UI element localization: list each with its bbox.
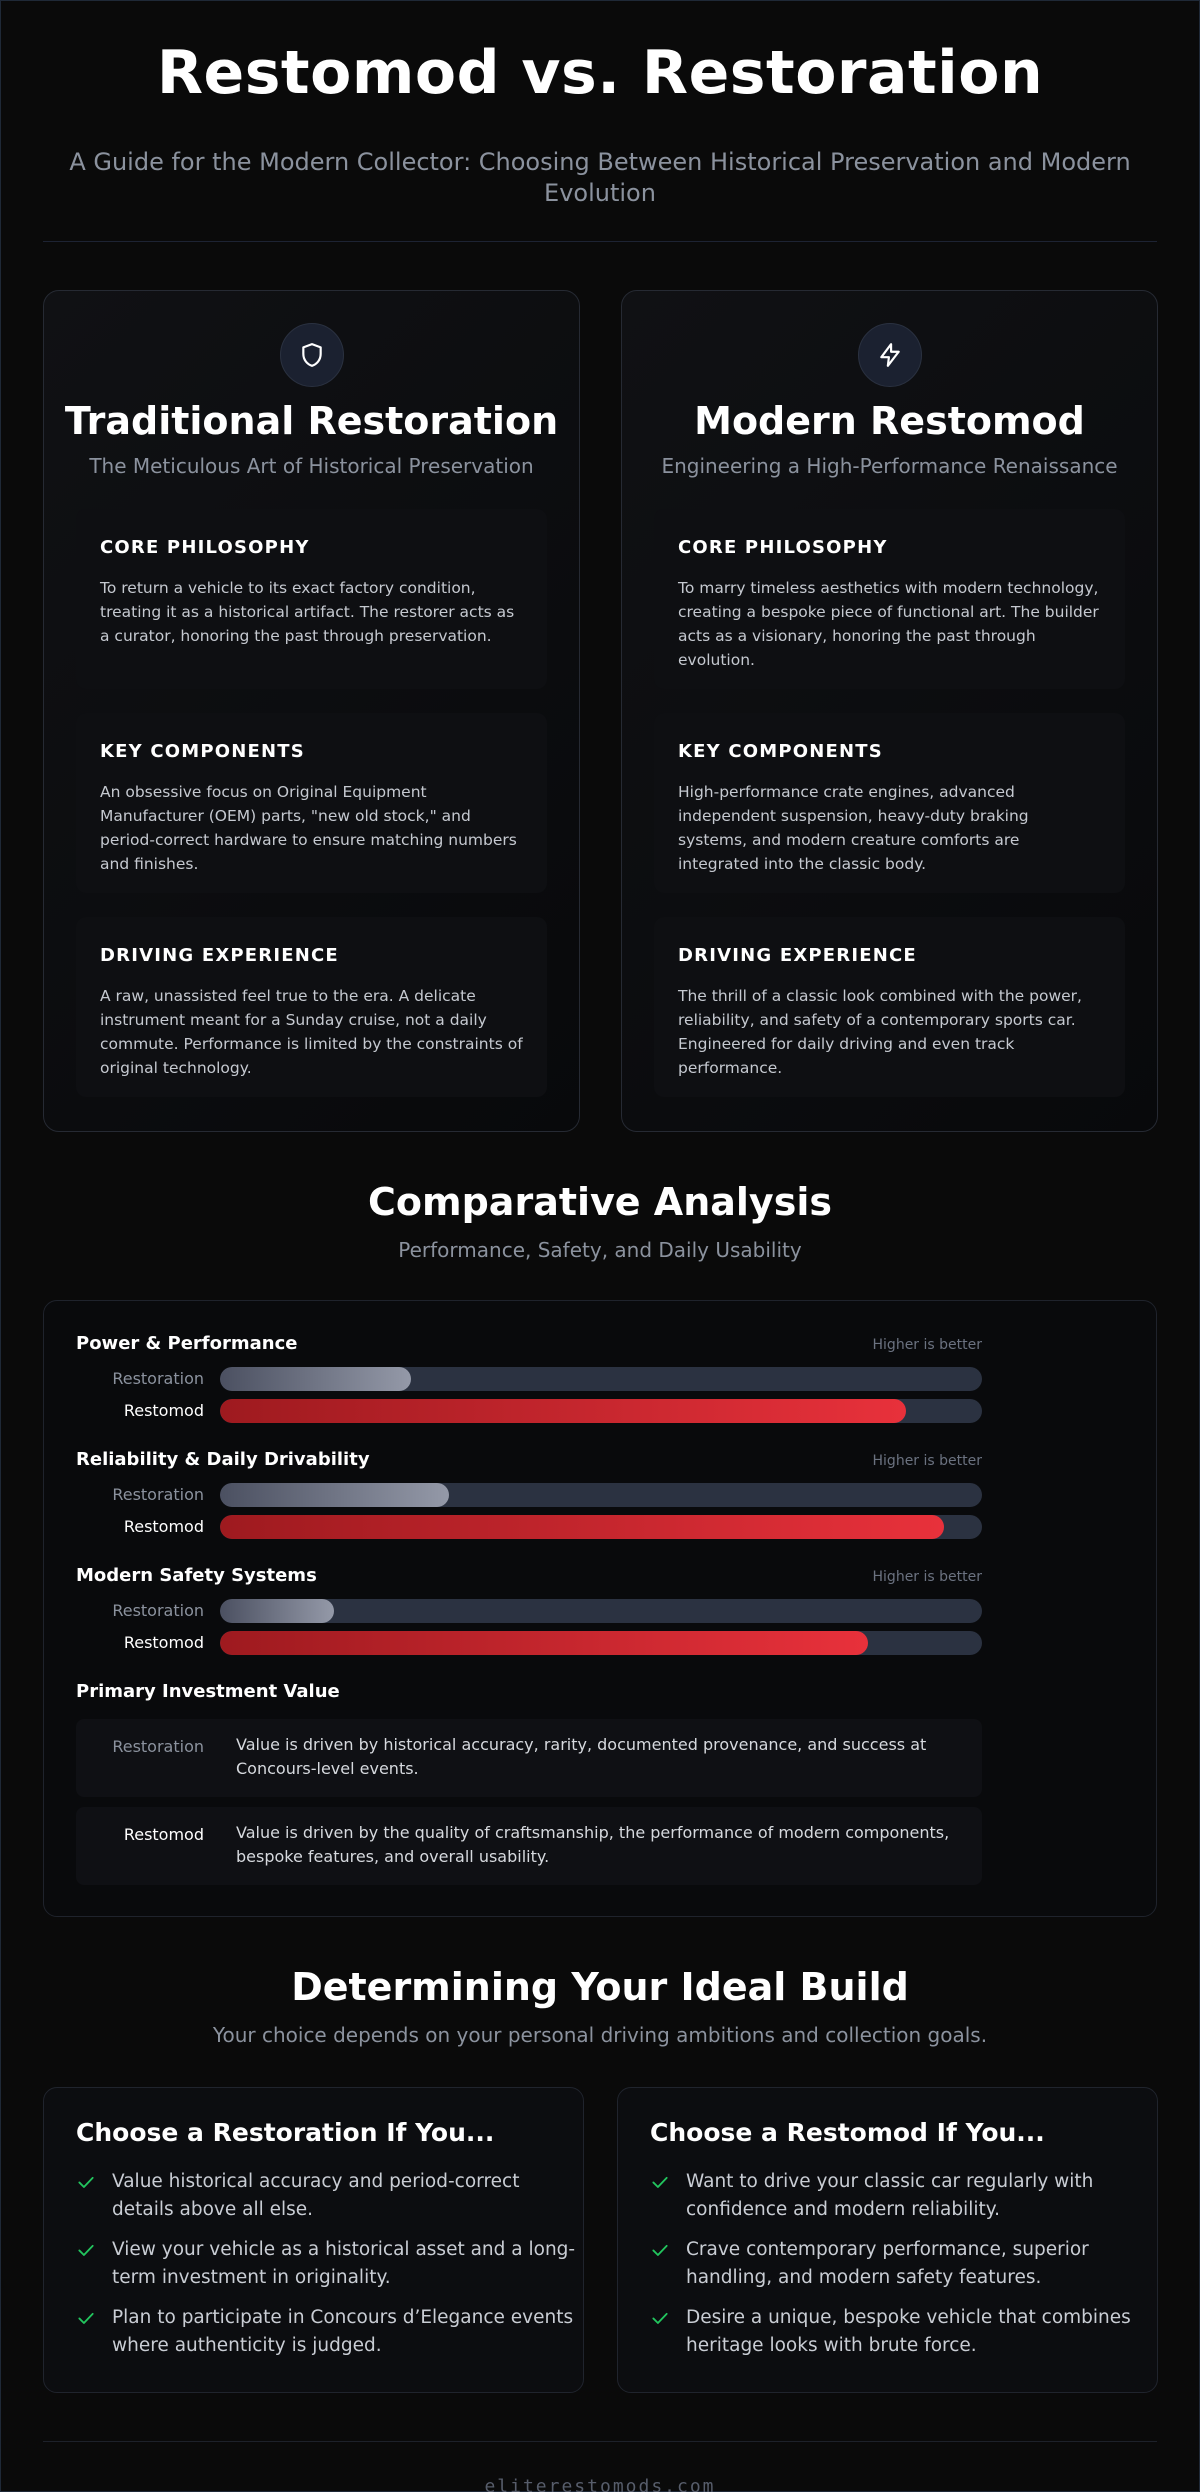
checklist-text: Value historical accuracy and period-correct details above all else.	[112, 2171, 520, 2220]
bar-fill-restoration	[220, 1483, 449, 1507]
card-title: Traditional Restoration	[64, 399, 559, 443]
shield-icon	[280, 323, 344, 387]
investment-row-restomod	[76, 1807, 982, 1885]
checklist-text: Want to drive your classic car regularly with confidence and modern reliability.	[686, 2171, 1094, 2220]
bar-fill-restomod	[220, 1631, 868, 1655]
footer-divider	[43, 2441, 1157, 2442]
feature-text: An obsessive focus on Original Equipment Manufacturer (OEM) parts, "new old stock," and period-correct hardware to ensure matching numbers and finishes.	[100, 783, 517, 873]
check-icon	[650, 2240, 670, 2260]
bar-track	[220, 1631, 982, 1655]
metric-hint: Higher is better	[872, 1337, 982, 1353]
checklist-text: Plan to participate in Concours d’Elegance events where authenticity is judged.	[112, 2307, 574, 2356]
bar-fill-restoration	[220, 1599, 334, 1623]
bar-label: Restomod	[123, 1517, 204, 1536]
check-icon	[650, 2172, 670, 2192]
bar-track	[220, 1399, 982, 1423]
feature-text: A raw, unassisted feel true to the era. A delicate instrument meant for a Sunday cruise, not a daily commute. Performance is limited by the constraints of original technology.	[100, 987, 523, 1077]
feature-heading: DRIVING EXPERIENCE	[678, 945, 917, 966]
header-divider	[43, 241, 1157, 242]
feature-text: To return a vehicle to its exact factory condition, treating it as a historical artifact. The restorer acts as a curator, honoring the past through preservation.	[100, 579, 515, 645]
bar-row-restoration	[76, 1599, 982, 1623]
choose-title: Choose a Restomod If You...	[650, 2118, 1045, 2147]
page-subtitle: A Guide for the Modern Collector: Choosing Between Historical Preservation and Modern Evolution	[69, 148, 1131, 207]
bar-row-restomod	[76, 1515, 982, 1539]
bar-row-restoration	[76, 1483, 982, 1507]
card-tagline: Engineering a High-Performance Renaissance	[661, 454, 1118, 478]
approach-cards	[1, 290, 1199, 1132]
bar-track	[220, 1599, 982, 1623]
investment-row-restoration	[76, 1719, 982, 1797]
bar-track	[220, 1483, 982, 1507]
ideal-build-header	[1, 1963, 1199, 2047]
check-icon	[650, 2308, 670, 2328]
restoration-card	[43, 290, 580, 1132]
feature-key-components	[76, 713, 547, 893]
metric-hint: Higher is better	[872, 1453, 982, 1469]
investment-text: Value is driven by the quality of craftsmanship, the performance of modern components, bespoke features, and overall usability.	[236, 1823, 950, 1866]
bar-track	[220, 1515, 982, 1539]
investment-text: Value is driven by historical accuracy, rarity, documented provenance, and success at Concours-level events.	[236, 1735, 927, 1778]
feature-core-philosophy	[76, 509, 547, 689]
feature-key-components	[654, 713, 1125, 893]
bar-row-restoration	[76, 1367, 982, 1391]
bar-label: Restoration	[112, 1601, 204, 1620]
footer-domain-link[interactable]: eliterestomods.com	[484, 2476, 716, 2492]
choose-restomod-card	[617, 2087, 1158, 2393]
investment-label: Restoration	[112, 1737, 204, 1756]
bar-fill-restomod	[220, 1515, 944, 1539]
feature-driving-experience	[76, 917, 547, 1097]
section-subtitle: Performance, Safety, and Daily Usability	[398, 1238, 802, 1262]
choose-columns	[1, 2087, 1199, 2393]
bar-label: Restoration	[112, 1485, 204, 1504]
feature-heading: DRIVING EXPERIENCE	[100, 945, 339, 966]
bar-fill-restomod	[220, 1399, 906, 1423]
checklist-text: Desire a unique, bespoke vehicle that combines heritage looks with brute force.	[686, 2307, 1131, 2356]
bar-label: Restomod	[123, 1401, 204, 1420]
section-subtitle: Your choice depends on your personal driving ambitions and collection goals.	[212, 2023, 988, 2047]
choose-restoration-card	[43, 2087, 584, 2393]
bar-row-restomod	[76, 1631, 982, 1655]
feature-heading: CORE PHILOSOPHY	[678, 537, 888, 558]
restomod-card	[621, 290, 1158, 1132]
checklist-text: Crave contemporary performance, superior handling, and modern safety features.	[686, 2239, 1089, 2288]
investment-title: Primary Investment Value	[76, 1681, 340, 1702]
page-header	[1, 1, 1199, 209]
metric-title: Reliability & Daily Drivability	[76, 1449, 370, 1470]
page-title: Restomod vs. Restoration	[156, 38, 1044, 108]
metric-title: Power & Performance	[76, 1333, 298, 1354]
section-title: Comparative Analysis	[368, 1180, 832, 1224]
check-icon	[76, 2308, 96, 2328]
bar-row-restomod	[76, 1399, 982, 1423]
comparison-header	[1, 1178, 1199, 1262]
bar-fill-restoration	[220, 1367, 411, 1391]
feature-text: The thrill of a classic look combined with the power, reliability, and safety of a contemporary sports car. Engineered for daily driving and even track performance.	[678, 987, 1082, 1077]
feature-heading: CORE PHILOSOPHY	[100, 537, 310, 558]
metric-title: Modern Safety Systems	[76, 1565, 317, 1586]
comparison-panel	[43, 1300, 1157, 1917]
bar-track	[220, 1367, 982, 1391]
bar-label: Restomod	[123, 1633, 204, 1652]
choose-title: Choose a Restoration If You...	[76, 2118, 495, 2147]
check-icon	[76, 2240, 96, 2260]
investment-label: Restomod	[123, 1825, 204, 1844]
feature-text: To marry timeless aesthetics with modern technology, creating a bespoke piece of functional art. The builder acts as a visionary, honoring the past through evolution.	[678, 579, 1099, 669]
feature-text: High-performance crate engines, advanced independent suspension, heavy-duty braking systems, and modern creature comforts are integrated into the classic body.	[678, 783, 1029, 873]
feature-heading: KEY COMPONENTS	[100, 741, 305, 762]
feature-heading: KEY COMPONENTS	[678, 741, 883, 762]
bar-label: Restoration	[112, 1369, 204, 1388]
metric-hint: Higher is better	[872, 1569, 982, 1585]
lightning-icon	[858, 323, 922, 387]
feature-driving-experience	[654, 917, 1125, 1097]
section-title: Determining Your Ideal Build	[291, 1965, 909, 2009]
card-title: Modern Restomod	[694, 399, 1085, 443]
check-icon	[76, 2172, 96, 2192]
checklist-text: View your vehicle as a historical asset and a long-term investment in originality.	[112, 2239, 576, 2288]
card-tagline: The Meticulous Art of Historical Preservation	[89, 454, 534, 478]
feature-core-philosophy	[654, 509, 1125, 689]
